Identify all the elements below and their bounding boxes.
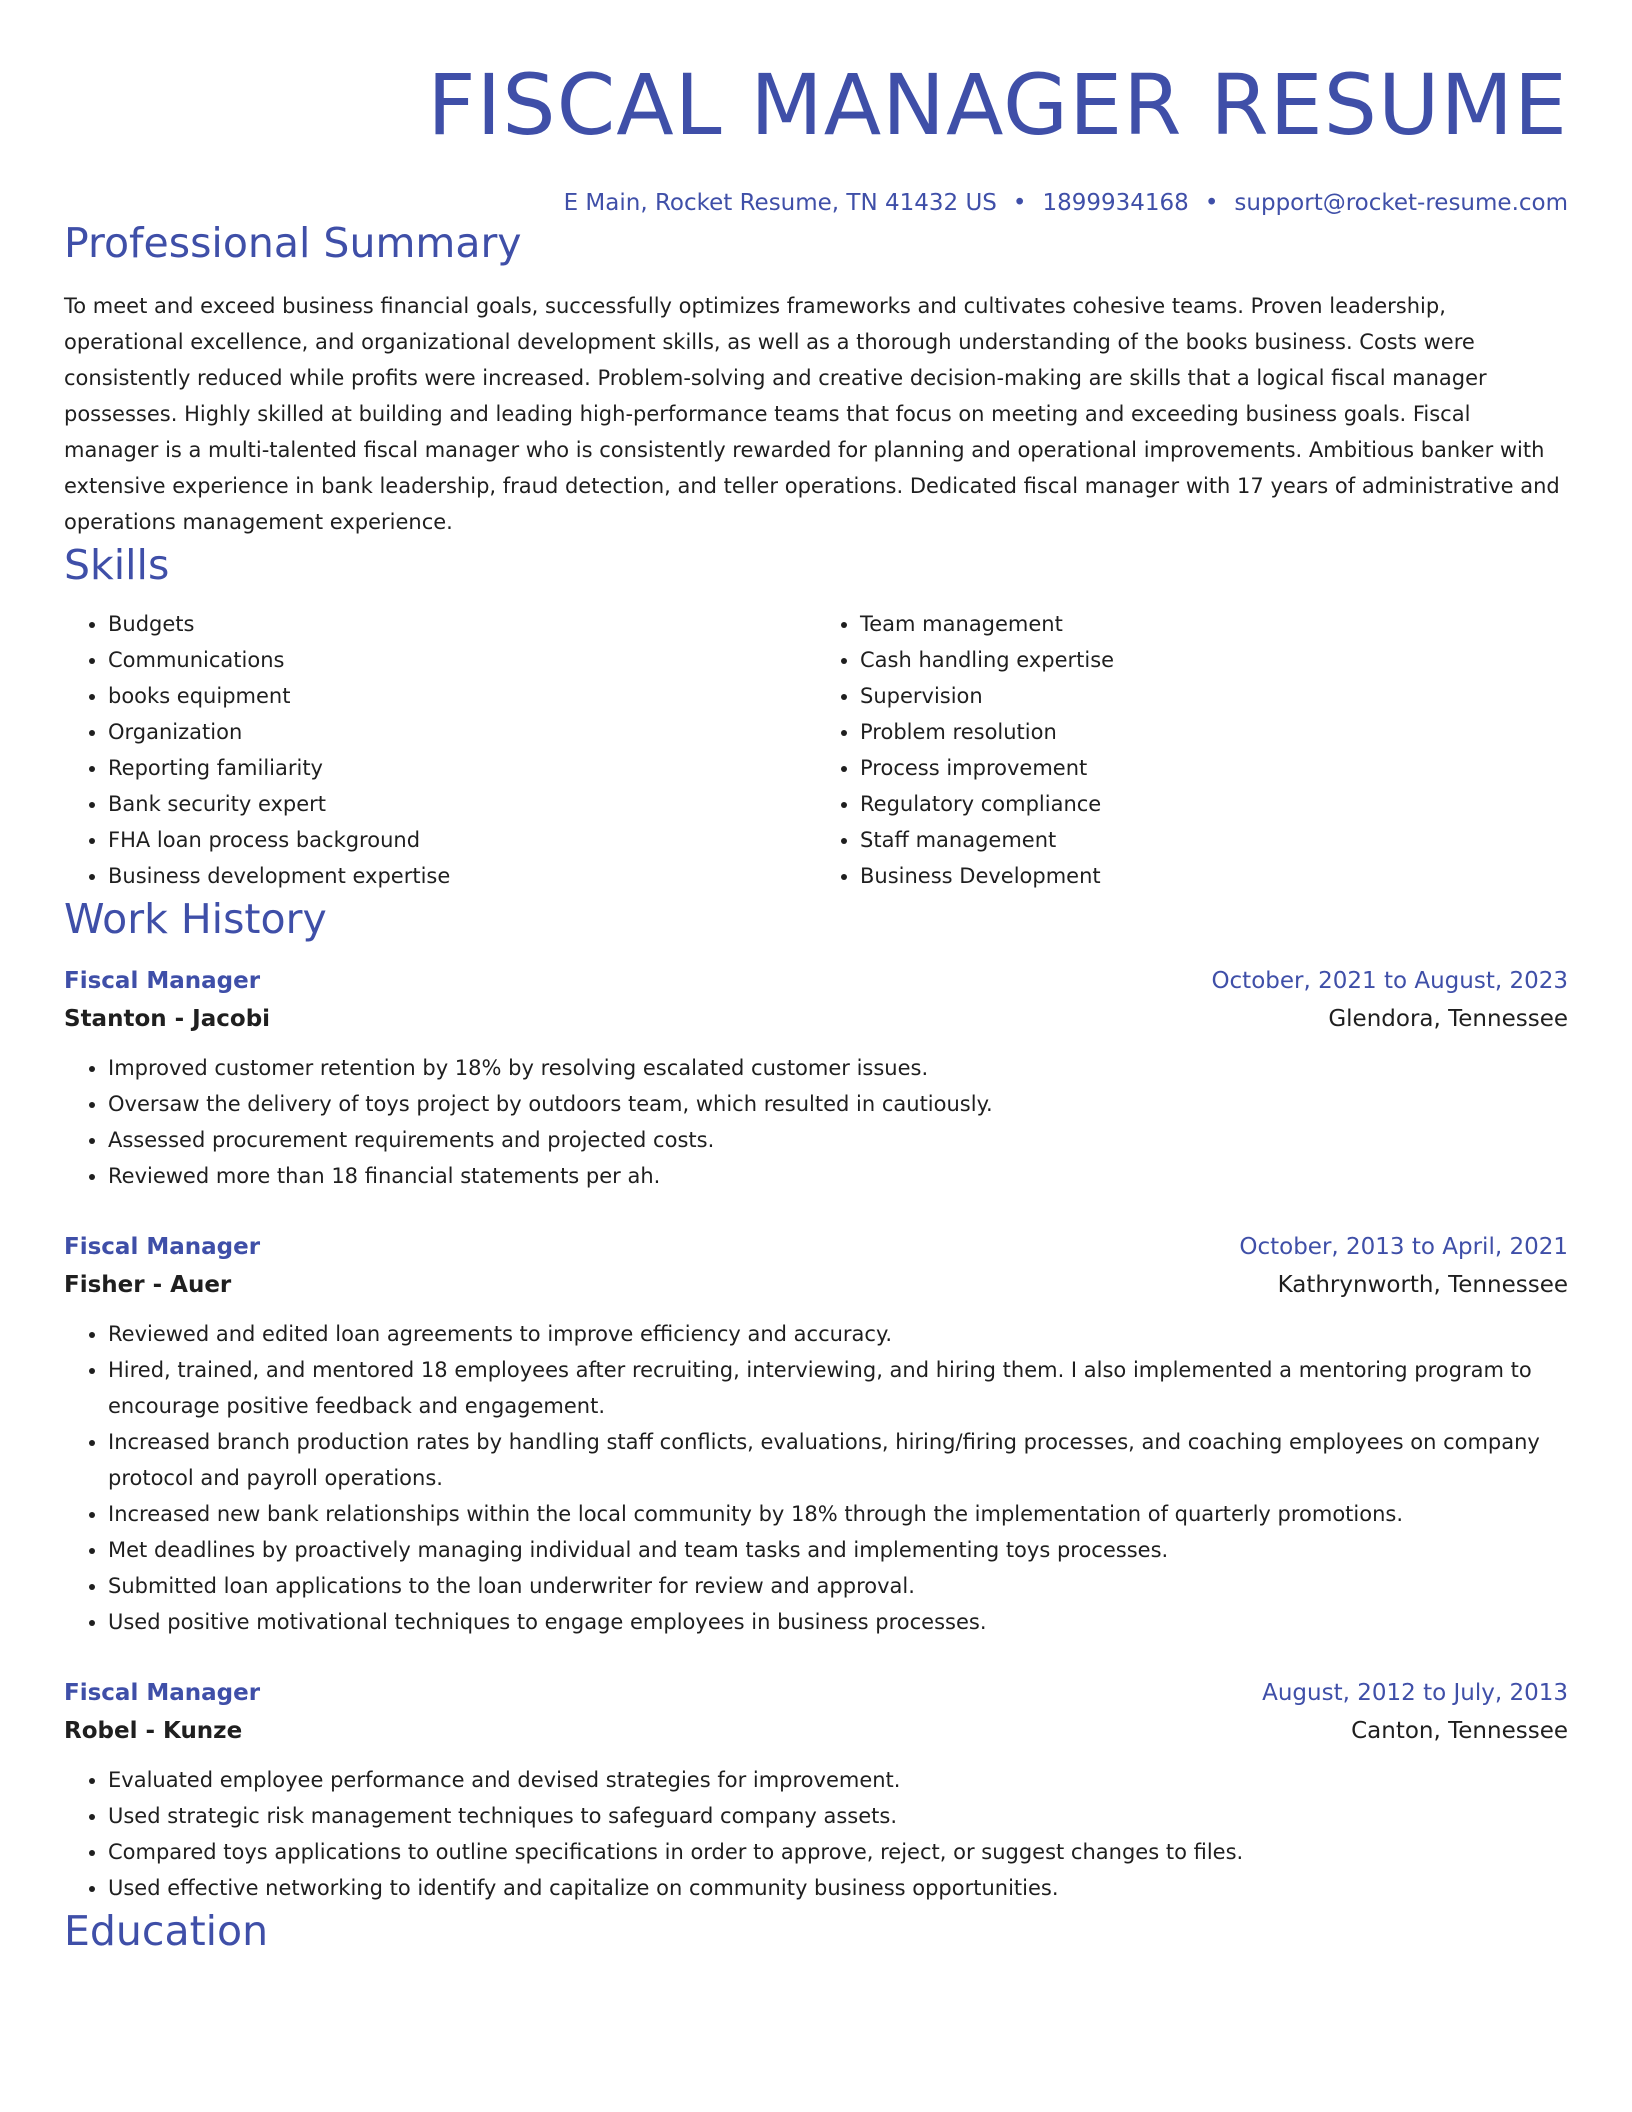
contact-phone: 1899934168: [1042, 190, 1189, 216]
job-entry: [64, 1228, 1568, 1640]
job-title: Fiscal Manager: [64, 1234, 261, 1260]
work-history-heading: Work History: [64, 895, 327, 943]
skill-item: • Reporting familiarity: [108, 750, 816, 786]
skill-item: • Organization: [108, 714, 816, 750]
job-location: Canton, Tennessee: [1351, 1718, 1568, 1744]
skill-item: • Staff management: [860, 822, 1568, 858]
contact-separator: •: [1012, 190, 1027, 216]
job-location: Glendora, Tennessee: [1328, 1006, 1568, 1032]
job-company: Fisher - Auer: [64, 1272, 232, 1298]
skills-list: [64, 606, 1568, 894]
skill-item: • Communications: [108, 642, 816, 678]
skills-heading: Skills: [64, 541, 170, 589]
job-bullet: • Compared toys applications to outline specifications in order to approve, reject, or suggest changes to files.: [108, 1834, 1568, 1870]
skill-item: • Process improvement: [860, 750, 1568, 786]
skill-item: • Budgets: [108, 606, 816, 642]
job-entry: [64, 962, 1568, 1194]
skill-item: • Supervision: [860, 678, 1568, 714]
resume-title: FISCAL MANAGER RESUME: [427, 56, 1568, 154]
skill-item: • Cash handling expertise: [860, 642, 1568, 678]
skill-item: • Team management: [860, 606, 1568, 642]
skill-item: • Business development expertise: [108, 858, 816, 894]
job-bullet: • Used positive motivational techniques to engage employees in business processes.: [108, 1604, 1568, 1640]
job-title: Fiscal Manager: [64, 1680, 261, 1706]
job-bullet: • Reviewed and edited loan agreements to improve efficiency and accuracy.: [108, 1316, 1568, 1352]
contact-address: E Main, Rocket Resume, TN 41432 US: [563, 190, 997, 216]
summary-text: To meet and exceed business financial goals, successfully optimizes frameworks and cultivates cohesive teams. Proven leadership, operational excellence, and organizational development skills, as well as a thorough understanding of the books business. Costs were consistently reduced while profits were increased. Problem-solving and creative decision-making are skills that a logical fiscal manager possesses. Highly skilled at building and leading high-performance teams that focus on meeting and exceeding business goals. Fiscal manager is a multi-talented fiscal manager who is consistently rewarded for planning and operational improvements. Ambitious banker with extensive experience in bank leadership, fraud detection, and teller operations. Dedicated fiscal manager with 17 years of administrative and operations management experience.: [64, 294, 1560, 534]
job-bullet: • Used strategic risk management techniques to safeguard company assets.: [108, 1798, 1568, 1834]
skill-item: • Business Development: [860, 858, 1568, 894]
job-bullet: • Oversaw the delivery of toys project by outdoors team, which resulted in cautiously.: [108, 1086, 1568, 1122]
job-bullets: [64, 1762, 1568, 1906]
job-dates: August, 2012 to July, 2013: [1262, 1680, 1568, 1706]
job-bullets: [64, 1050, 1568, 1194]
job-bullet: • Evaluated employee performance and devised strategies for improvement.: [108, 1762, 1568, 1798]
job-dates: October, 2013 to April, 2021: [1239, 1234, 1568, 1260]
job-bullet: • Hired, trained, and mentored 18 employees after recruiting, interviewing, and hiring them. I also implemented a mentoring program to encourage positive feedback and engagement.: [108, 1352, 1568, 1424]
job-bullet: • Increased branch production rates by handling staff conflicts, evaluations, hiring/firing processes, and coaching employees on company protocol and payroll operations.: [108, 1424, 1568, 1496]
skill-item: • books equipment: [108, 678, 816, 714]
job-entry: [64, 1674, 1568, 1906]
job-location: Kathrynworth, Tennessee: [1277, 1272, 1568, 1298]
job-bullet: • Increased new bank relationships within the local community by 18% through the implementation of quarterly promotions.: [108, 1496, 1568, 1532]
job-bullet: • Improved customer retention by 18% by resolving escalated customer issues.: [108, 1050, 1568, 1086]
resume-page: [64, 0, 1568, 1956]
skill-item: • Problem resolution: [860, 714, 1568, 750]
skill-item: • Regulatory compliance: [860, 786, 1568, 822]
skills-column-right: [816, 606, 1568, 894]
job-company: Stanton - Jacobi: [64, 1006, 271, 1032]
job-bullets: [64, 1316, 1568, 1640]
summary-heading: Professional Summary: [64, 219, 522, 267]
contact-line: [64, 188, 1568, 218]
job-bullet: • Met deadlines by proactively managing individual and team tasks and implementing toys processes.: [108, 1532, 1568, 1568]
skill-item: • FHA loan process background: [108, 822, 816, 858]
job-bullet: • Reviewed more than 18 financial statements per ah.: [108, 1158, 1568, 1194]
job-bullet: • Used effective networking to identify and capitalize on community business opportunities.: [108, 1870, 1568, 1906]
education-heading: Education: [64, 1907, 269, 1955]
job-title: Fiscal Manager: [64, 968, 261, 994]
skills-column-left: [64, 606, 816, 894]
job-bullet: • Assessed procurement requirements and projected costs.: [108, 1122, 1568, 1158]
skill-item: • Bank security expert: [108, 786, 816, 822]
job-company: Robel - Kunze: [64, 1718, 243, 1744]
job-bullet: • Submitted loan applications to the loan underwriter for review and approval.: [108, 1568, 1568, 1604]
contact-separator: •: [1204, 190, 1219, 216]
contact-email[interactable]: support@rocket-resume.com: [1234, 190, 1568, 216]
job-dates: October, 2021 to August, 2023: [1211, 968, 1568, 994]
